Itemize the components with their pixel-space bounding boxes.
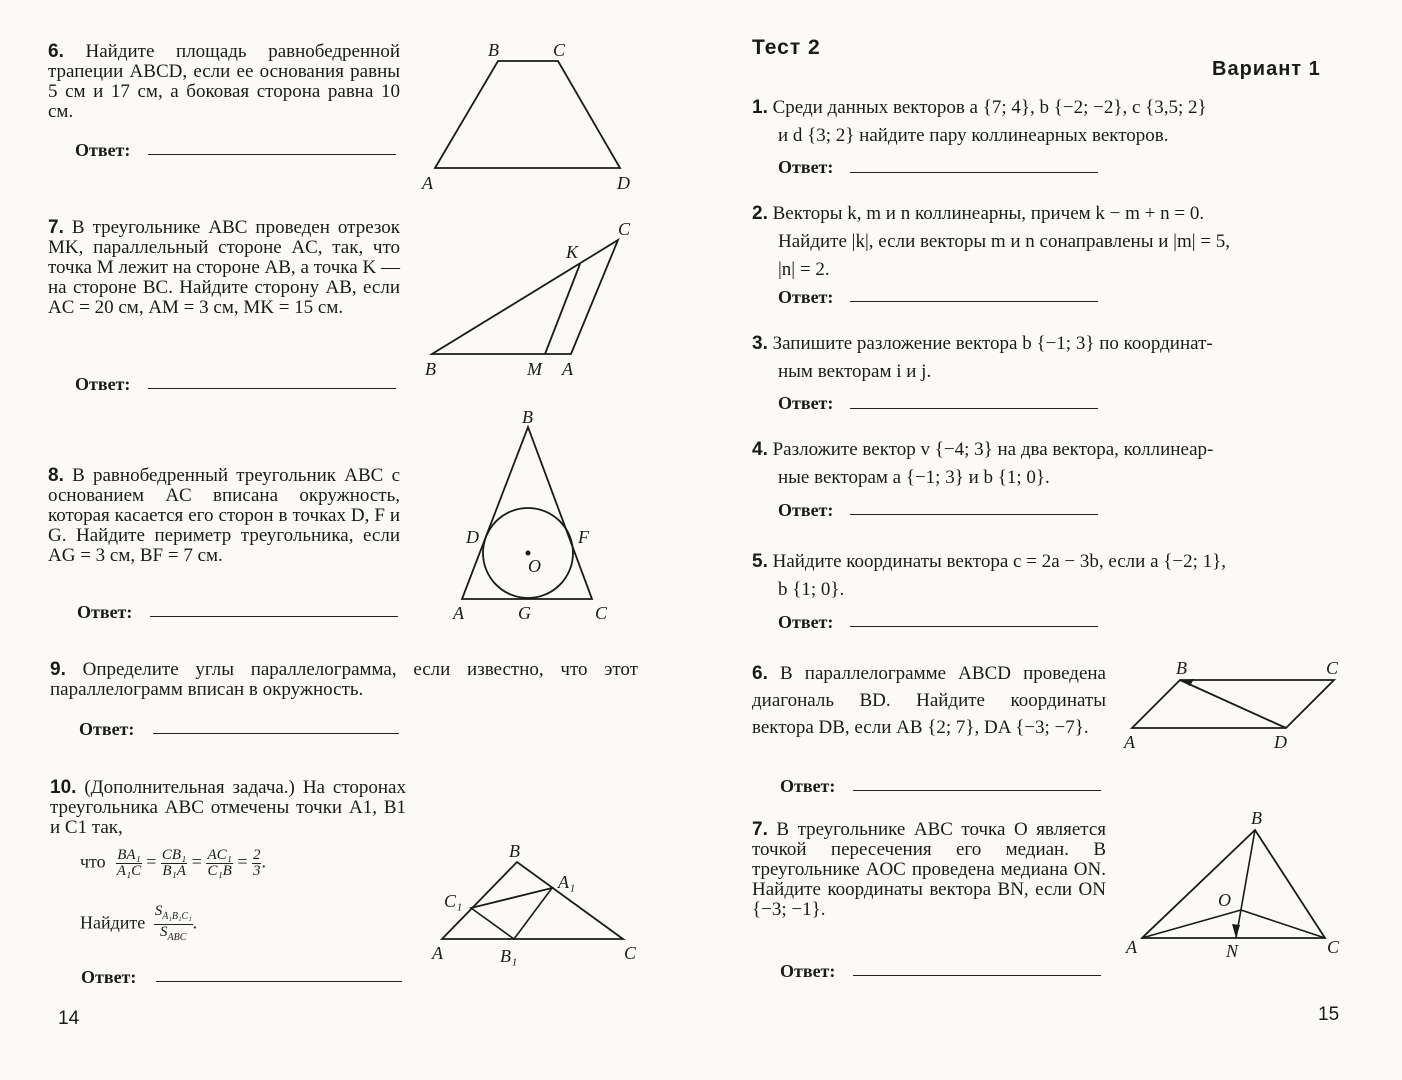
answer-label: Ответ: bbox=[77, 602, 133, 622]
label-A: A bbox=[1124, 732, 1135, 752]
page-number-left: 14 bbox=[58, 1008, 80, 1029]
problem-text: В треугольнике ABC точка O является точкой пересечения его медиан. В треугольнике AOC проведена медиана ON. Найдите координаты вектора BN, если ON {−3; −1}. bbox=[752, 819, 1107, 920]
label-C: C bbox=[553, 40, 566, 60]
problem-number: 3. bbox=[752, 333, 768, 354]
label-C: C bbox=[1327, 937, 1340, 957]
chto-word: что bbox=[80, 851, 106, 872]
label-D: D bbox=[1274, 732, 1287, 752]
problem-number: 5. bbox=[752, 551, 768, 572]
problem-line: ные векторам a {−1; 3} и b {1; 0}. bbox=[778, 467, 1050, 488]
trapezoid-figure bbox=[420, 38, 640, 198]
answer-line[interactable] bbox=[148, 388, 396, 389]
answer-line[interactable] bbox=[850, 301, 1098, 302]
problem-number: 10. bbox=[50, 777, 77, 798]
problem-number: 1. bbox=[752, 97, 768, 118]
label-C: C bbox=[1326, 658, 1339, 678]
answer-line[interactable] bbox=[153, 733, 399, 734]
answer-line[interactable] bbox=[850, 172, 1098, 173]
triangle-mk-figure bbox=[420, 218, 640, 383]
label-B: B bbox=[509, 841, 520, 861]
problem-text: Найдите площадь равнобедренной трапеции ABCD, если ее основания равны 5 см и 17 см, а боковая сторона равна 10 см. bbox=[48, 41, 400, 122]
segment-mk bbox=[545, 264, 580, 354]
problem-number: 6. bbox=[48, 41, 64, 62]
trapezoid bbox=[435, 61, 620, 168]
answer-line[interactable] bbox=[156, 981, 402, 982]
r-problem-2 bbox=[752, 200, 1340, 284]
problem-line: Разложите вектор v {−4; 3} на два вектора, коллинеар- bbox=[772, 439, 1214, 460]
center-point bbox=[526, 551, 531, 556]
answer-label: Ответ: bbox=[780, 776, 836, 796]
label-B: B bbox=[1251, 808, 1262, 828]
arrowhead bbox=[1232, 924, 1240, 938]
label-N: N bbox=[1226, 941, 1239, 961]
problem-number: 6. bbox=[752, 663, 768, 684]
label-K: K bbox=[566, 242, 579, 262]
label-A1: A₁ bbox=[558, 872, 576, 892]
label-O: O bbox=[1218, 890, 1231, 910]
problem-text: В равнобедренный треугольник ABC с основанием AC вписана окружность, которая касается его сторон в точках D, F и G. Найдите периметр треугольника, если AG = 3 см, BF = 7 см. bbox=[48, 465, 400, 566]
r-problem-1 bbox=[752, 94, 1340, 150]
label-A: A bbox=[432, 943, 443, 963]
ratio-formula: что $\frac{\text{BA₁}}{\text{A₁C}}$ = $\frac{\text{CB₁}}{\text{B₁A}}$ = $\frac{\text{AC₁}}{\text{C₁B}}$ = $\frac{2}{3}$ . bbox=[80, 847, 266, 879]
problem-number: 7. bbox=[48, 217, 64, 238]
label-B: B bbox=[522, 407, 533, 427]
problem-line: b {1; 0}. bbox=[778, 579, 845, 600]
answer-label: Ответ: bbox=[778, 393, 834, 413]
incircle-triangle-figure bbox=[440, 405, 620, 625]
label-G: G bbox=[518, 603, 531, 623]
page-number-right: 15 bbox=[1318, 1004, 1340, 1025]
answer-label: Ответ: bbox=[79, 719, 135, 739]
triangle-abc bbox=[1142, 830, 1325, 938]
problem-line: ным векторам i и j. bbox=[778, 361, 932, 382]
problem-line: и d {3; 2} найдите пару коллинеарных векторов. bbox=[778, 125, 1169, 146]
answer-line[interactable] bbox=[150, 616, 398, 617]
problem-number: 4. bbox=[752, 439, 768, 460]
label-A: A bbox=[562, 359, 573, 379]
label-O: O bbox=[528, 556, 541, 576]
answer-label: Ответ: bbox=[780, 961, 836, 981]
problem-number: 7. bbox=[752, 819, 768, 840]
answer-label: Ответ: bbox=[778, 500, 834, 520]
label-A: A bbox=[1126, 937, 1137, 957]
problem-number: 2. bbox=[752, 203, 768, 224]
problem-line: |n| = 2. bbox=[778, 259, 830, 280]
label-B: B bbox=[1176, 658, 1187, 678]
problem-line: Запишите разложение вектора b {−1; 3} по координат- bbox=[772, 333, 1213, 354]
label-B: B bbox=[488, 40, 499, 60]
parallelogram-figure bbox=[1118, 656, 1348, 756]
answer-label: Ответ: bbox=[81, 967, 137, 987]
answer-label: Ответ: bbox=[75, 374, 131, 394]
answer-line[interactable] bbox=[853, 790, 1101, 791]
label-C: C bbox=[618, 219, 631, 239]
r-problem-6 bbox=[752, 660, 1106, 741]
problem-7 bbox=[48, 218, 400, 318]
problem-line: Найдите |k|, если векторы m и n сонаправлены и |m| = 5, bbox=[778, 231, 1231, 252]
label-C: C bbox=[595, 603, 608, 623]
problem-number: 9. bbox=[50, 659, 66, 680]
label-C: C bbox=[624, 943, 637, 963]
answer-label: Ответ: bbox=[778, 157, 834, 177]
label-A: A bbox=[422, 173, 433, 193]
find-word: Найдите bbox=[80, 912, 146, 933]
medians-triangle-figure bbox=[1120, 808, 1345, 968]
r-problem-3 bbox=[752, 330, 1340, 386]
answer-line[interactable] bbox=[850, 514, 1098, 515]
label-C1: C₁ bbox=[444, 891, 463, 911]
label-D: D bbox=[617, 173, 630, 193]
problem-text: В треугольнике ABC проведен отрезок MK, параллельный стороне AC, так, что точка M лежит на стороне AB, а точка K — на стороне BC. Найдите сторону AB, если AC = 20 см, AM = 3 см, MK = 15 см. bbox=[48, 217, 401, 318]
answer-line[interactable] bbox=[853, 975, 1101, 976]
problem-text: Определите углы параллелограмма, если известно, что этот параллелограмм вписан в окружность. bbox=[50, 659, 638, 700]
answer-label: Ответ: bbox=[778, 287, 834, 307]
answer-label: Ответ: bbox=[75, 140, 131, 160]
answer-label: Ответ: bbox=[778, 612, 834, 632]
problem-line: Векторы k, m и n коллинеарны, причем k − m + n = 0. bbox=[772, 203, 1205, 224]
problem-text: (Дополнительная задача.) На сторонах треугольника ABC отмечены точки A1, B1 и C1 так, bbox=[50, 777, 406, 838]
label-M: M bbox=[527, 359, 542, 379]
problem-line: Найдите координаты вектора c = 2a − 3b, если a {−2; 1}, bbox=[772, 551, 1226, 572]
segment-oc bbox=[1241, 910, 1325, 938]
test-title: Тест 2 bbox=[752, 36, 821, 59]
problem-line: Среди данных векторов a {7; 4}, b {−2; −2}, c {3,5; 2} bbox=[772, 97, 1207, 118]
variant-title: Вариант 1 bbox=[1212, 58, 1321, 80]
triangle-abc bbox=[432, 240, 618, 354]
isosceles-triangle bbox=[462, 427, 592, 599]
answer-line[interactable] bbox=[850, 626, 1098, 627]
answer-line[interactable] bbox=[850, 408, 1098, 409]
problem-6 bbox=[48, 42, 400, 122]
r-problem-4 bbox=[752, 436, 1340, 492]
problem-8 bbox=[48, 466, 400, 566]
find-formula: Найдите $\frac{S_{A_1B_1C_1}}{S_{ABC}}$ . bbox=[80, 903, 198, 943]
r-problem-5 bbox=[752, 548, 1340, 604]
answer-line[interactable] bbox=[148, 154, 396, 155]
problem-number: 8. bbox=[48, 465, 64, 486]
r-problem-7 bbox=[752, 820, 1106, 920]
problem-9 bbox=[50, 660, 638, 700]
label-B1: B₁ bbox=[500, 946, 518, 966]
problem-text: В параллелограмме ABCD проведена диагональ BD. Найдите координаты вектора DB, если AB {2; 7}, DA {−3; −7}. bbox=[752, 663, 1106, 738]
diagonal-bd bbox=[1180, 680, 1286, 728]
inner-triangle-figure bbox=[430, 840, 645, 970]
label-A: A bbox=[453, 603, 464, 623]
label-D: D bbox=[466, 527, 479, 547]
triangle-abc bbox=[442, 862, 623, 939]
label-B: B bbox=[425, 359, 436, 379]
label-F: F bbox=[578, 527, 589, 547]
problem-10 bbox=[50, 778, 406, 838]
